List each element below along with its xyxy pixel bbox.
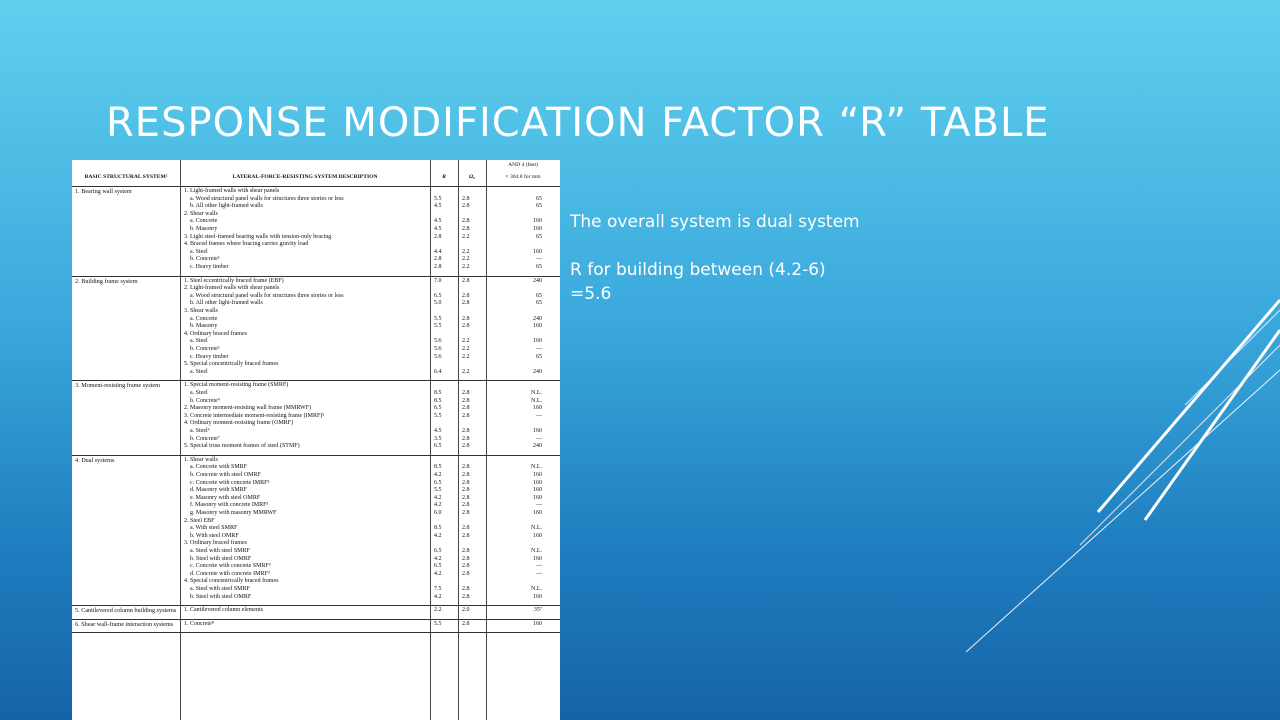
cell-height: 65 — [536, 233, 542, 240]
table-row — [72, 548, 560, 556]
cell-r: 6.5 — [434, 292, 442, 299]
cell-description: 2. Shear walls — [184, 210, 218, 217]
cell-height: N.L. — [531, 389, 542, 396]
cell-height: 240 — [533, 368, 542, 375]
cell-height: 160 — [533, 555, 542, 562]
cell-r: 8.5 — [434, 397, 442, 404]
cell-height: 160 — [533, 226, 542, 232]
table-row — [72, 323, 560, 331]
cell-description: 1. Special moment-resisting frame (SMRF) — [184, 382, 289, 389]
cell-description: b. Masonry — [190, 323, 218, 330]
cell-omega: 2.8 — [462, 532, 470, 539]
cell-height: — — [536, 345, 542, 352]
cell-description: 3. Shear walls — [184, 307, 218, 314]
table-group — [72, 619, 560, 634]
table-row — [72, 188, 560, 196]
cell-r: 5.5 — [434, 323, 442, 330]
cell-description: b. Concrete³ — [190, 256, 220, 263]
cell-height: — — [536, 502, 542, 509]
group-system-label: 4. Dual systems — [75, 456, 115, 464]
cell-description: a. Steel⁶ — [190, 427, 210, 434]
table-row — [72, 249, 560, 257]
cell-height: 160 — [533, 323, 542, 330]
table-row — [72, 256, 560, 264]
cell-height: 160 — [533, 593, 542, 600]
cell-r: 8.5 — [434, 389, 442, 396]
table-row — [72, 518, 560, 526]
cell-description: 5. Special truss moment frames of steel (STMF) — [184, 443, 300, 450]
cell-r: 2.8 — [434, 264, 442, 270]
table-row — [72, 398, 560, 406]
table-row — [72, 293, 560, 301]
cell-height: 160 — [533, 405, 542, 412]
body-line-3: R for building between (4.2-6) — [570, 260, 826, 280]
cell-description: d. Concrete with concrete IMRF³ — [190, 570, 270, 577]
cell-r: 5.6 — [434, 353, 442, 360]
cell-height: 65 — [536, 300, 542, 307]
table-row — [72, 607, 560, 615]
cell-omega: 2.2 — [462, 353, 470, 360]
cell-omega: 2.8 — [462, 487, 470, 494]
cell-omega: 2.0 — [462, 607, 470, 614]
cell-omega: 2.8 — [462, 502, 470, 509]
cell-omega: 2.2 — [462, 368, 470, 375]
cell-description: b. Masonry — [190, 226, 218, 232]
cell-height: 160 — [533, 532, 542, 539]
cell-description: a. Concrete — [190, 315, 218, 322]
cell-r: 3.5 — [434, 435, 442, 442]
cell-height: 240 — [533, 315, 542, 322]
table-row — [72, 510, 560, 518]
cell-height: — — [536, 435, 542, 442]
table-row — [72, 571, 560, 579]
cell-height: 35⁷ — [533, 607, 542, 614]
cell-height: 160 — [533, 494, 542, 501]
cell-r: 4.2 — [434, 471, 442, 478]
cell-description: 4. Ordinary braced frames — [184, 330, 247, 337]
cell-description: a. With steel SMRF — [190, 525, 238, 532]
cell-r: 4.2 — [434, 593, 442, 600]
table-row — [72, 354, 560, 362]
cell-description: b. With steel OMRF — [190, 532, 239, 539]
cell-omega: 2.2 — [462, 338, 470, 345]
cell-omega: 2.8 — [462, 525, 470, 532]
table-row — [72, 502, 560, 510]
table-group — [72, 380, 560, 455]
cell-description: a. Steel — [190, 248, 208, 255]
cell-description: g. Masonry with masonry MMRWF — [190, 509, 277, 516]
cell-description: 1. Cantilevered column elements — [184, 607, 263, 614]
table-row — [72, 211, 560, 219]
cell-r: 2.8 — [434, 233, 442, 240]
cell-description: 4. Ordinary moment-resisting frame (OMRF) — [184, 420, 294, 427]
cell-height: 240 — [533, 277, 542, 284]
cell-description: 3. Ordinary braced frames — [184, 540, 247, 547]
cell-description: a. Steel — [190, 368, 208, 375]
cell-omega: 2.8 — [462, 509, 470, 516]
cell-omega: 2.8 — [462, 494, 470, 501]
cell-omega: 2.8 — [462, 555, 470, 562]
table-row — [72, 533, 560, 541]
table-row — [72, 413, 560, 421]
cell-omega: 2.2 — [462, 264, 470, 270]
r-factor-table-image — [72, 160, 560, 720]
cell-height: 65 — [536, 203, 542, 210]
cell-r: 6.5 — [434, 443, 442, 450]
cell-description: a. Steel with steel SMRF — [190, 547, 250, 554]
table-row — [72, 480, 560, 488]
table-row — [72, 218, 560, 226]
table-row — [72, 300, 560, 308]
cell-r: 5.5 — [434, 195, 442, 202]
table-group — [72, 455, 560, 606]
cell-description: 1. Shear walls — [184, 456, 218, 463]
table-row — [72, 443, 560, 451]
cell-description: a. Steel — [190, 389, 208, 396]
cell-description: b. Concrete³ — [190, 345, 220, 352]
cell-height: — — [536, 412, 542, 419]
cell-omega: 2.8 — [462, 300, 470, 307]
cell-r: 4.5 — [434, 218, 442, 225]
cell-omega: 2.2 — [462, 233, 470, 240]
cell-omega: 2.8 — [462, 471, 470, 478]
table-row — [72, 540, 560, 548]
table-row — [72, 338, 560, 346]
slide-title: RESPONSE MODIFICATION FACTOR “R” TABLE — [106, 100, 1050, 146]
cell-height: 65 — [536, 292, 542, 299]
cell-description: a. Steel — [190, 338, 208, 345]
cell-description: a. Concrete with SMRF — [190, 464, 247, 471]
cell-description: b. Concrete⁴ — [190, 397, 220, 404]
header-omega: Ω₀ — [468, 174, 476, 180]
body-line-4: =5.6 — [570, 284, 612, 304]
table-row — [72, 436, 560, 444]
cell-r: 4.2 — [434, 532, 442, 539]
table-row — [72, 369, 560, 377]
cell-omega: 2.8 — [462, 427, 470, 434]
table-row — [72, 234, 560, 242]
cell-height: N.L. — [531, 464, 542, 471]
cell-height: — — [536, 570, 542, 577]
table-group — [72, 605, 560, 620]
table-row — [72, 382, 560, 390]
cell-r: 7.5 — [434, 585, 442, 592]
cell-r: 4.2 — [434, 570, 442, 577]
table-row — [72, 556, 560, 564]
cell-description: 3. Concrete intermediate moment-resisting frame (IMRF)⁵ — [184, 412, 325, 419]
cell-omega: 2.8 — [462, 292, 470, 299]
cell-r: 5.5 — [434, 412, 442, 419]
cell-r: 6.5 — [434, 563, 442, 570]
cell-description: 4. Braced frames where bracing carries gravity load — [184, 241, 309, 248]
cell-r: 4.4 — [434, 248, 442, 255]
cell-height: 160 — [533, 248, 542, 255]
cell-omega: 2.8 — [462, 479, 470, 486]
cell-r: 4.2 — [434, 555, 442, 562]
cell-r: 5.6 — [434, 345, 442, 352]
group-system-label: 2. Building frame system — [75, 277, 138, 285]
table-row — [72, 226, 560, 234]
cell-height: 65 — [536, 195, 542, 202]
table-row — [72, 525, 560, 533]
cell-omega: 2.8 — [462, 464, 470, 471]
table-row — [72, 390, 560, 398]
cell-description: b. Concrete with steel OMRF — [190, 471, 261, 478]
cell-omega: 2.8 — [462, 412, 470, 419]
table-row — [72, 361, 560, 369]
cell-r: 4.5 — [434, 427, 442, 434]
cell-description: a. Wood structural panel walls for structures three stories or less — [190, 292, 344, 299]
cell-description: 5. Special concentrically braced frames — [184, 361, 279, 368]
group-system-label: 1. Bearing wall system — [75, 188, 132, 195]
table-row — [72, 457, 560, 465]
table-row — [72, 346, 560, 354]
cell-height: N.L. — [531, 585, 542, 592]
cell-r: 6.5 — [434, 405, 442, 412]
cell-height: 160 — [533, 487, 542, 494]
header-system: BASIC STRUCTURAL SYSTEM² — [84, 174, 168, 180]
cell-r: 4.2 — [434, 494, 442, 501]
cell-omega: 2.8 — [462, 563, 470, 570]
table-row — [72, 586, 560, 594]
table-row — [72, 308, 560, 316]
table-row — [72, 241, 560, 249]
table-row — [72, 285, 560, 293]
cell-omega: 2.8 — [462, 435, 470, 442]
table-row — [72, 196, 560, 204]
cell-r: 5.0 — [434, 300, 442, 307]
cell-description: d. Masonry with SMRF — [190, 487, 248, 494]
table-header — [72, 160, 560, 187]
cell-description: 3. Light steel-framed bearing walls with tension-only bracing — [184, 233, 332, 240]
cell-description: 1. Concrete⁸ — [184, 620, 214, 627]
cell-omega: 2.8 — [462, 405, 470, 412]
cell-omega: 2.8 — [462, 315, 470, 322]
table-row — [72, 487, 560, 495]
table-row — [72, 420, 560, 428]
cell-description: f. Masonry with concrete IMRF³ — [190, 502, 269, 509]
cell-r: 4.5 — [434, 226, 442, 232]
cell-omega: 2.8 — [462, 585, 470, 592]
table-row — [72, 578, 560, 586]
cell-description: c. Concrete with concrete IMRF⁵ — [190, 479, 270, 486]
table-row — [72, 331, 560, 339]
cell-omega: 2.8 — [462, 226, 470, 232]
table-row — [72, 405, 560, 413]
cell-height: — — [536, 563, 542, 570]
cell-r: 4.5 — [434, 203, 442, 210]
cell-omega: 2.8 — [462, 547, 470, 554]
table-row — [72, 316, 560, 324]
cell-description: 4. Special concentrically braced frames — [184, 578, 279, 585]
cell-omega: 2.8 — [462, 397, 470, 404]
cell-r: 8.5 — [434, 525, 442, 532]
table-group — [72, 186, 560, 277]
cell-description: 2. Steel EBF — [184, 517, 215, 524]
cell-omega: 2.8 — [462, 389, 470, 396]
cell-description: a. Concrete — [190, 218, 218, 225]
cell-height: 65 — [536, 264, 542, 270]
cell-height: 160 — [533, 338, 542, 345]
cell-description: b. Steel with steel OMRF — [190, 555, 252, 562]
cell-description: e. Masonry with steel OMRF — [190, 494, 261, 501]
cell-r: 6.0 — [434, 509, 442, 516]
table-row — [72, 472, 560, 480]
table-row — [72, 428, 560, 436]
cell-description: c. Heavy timber — [190, 353, 229, 360]
table-row — [72, 594, 560, 602]
table-group — [72, 276, 560, 382]
cell-height: 160 — [533, 479, 542, 486]
cell-height: 160 — [533, 620, 542, 627]
cell-omega: 2.8 — [462, 195, 470, 202]
cell-r: 5.6 — [434, 338, 442, 345]
cell-height: 240 — [533, 443, 542, 450]
cell-height: 160 — [533, 218, 542, 225]
table-row — [72, 495, 560, 503]
header-r: R — [442, 174, 446, 180]
cell-height: — — [536, 256, 542, 263]
table-row — [72, 278, 560, 286]
cell-description: c. Heavy timber — [190, 264, 229, 270]
cell-r: 6.5 — [434, 479, 442, 486]
cell-height: N.L. — [531, 397, 542, 404]
cell-r: 4.2 — [434, 502, 442, 509]
cell-r: 6.5 — [434, 547, 442, 554]
cell-height: 160 — [533, 509, 542, 516]
table-row — [72, 563, 560, 571]
group-system-label: 5. Cantilevered column building systems — [75, 607, 177, 615]
cell-height: 160 — [533, 427, 542, 434]
body-line-spacer — [570, 234, 990, 258]
cell-omega: 2.8 — [462, 620, 470, 627]
cell-description: 1. Steel eccentrically braced frame (EBF) — [184, 277, 284, 284]
cell-height: N.L. — [531, 525, 542, 532]
cell-omega: 2.8 — [462, 593, 470, 600]
cell-r: 5.5 — [434, 620, 442, 627]
cell-omega: 2.2 — [462, 345, 470, 352]
cell-height: N.L. — [531, 547, 542, 554]
cell-omega: 2.8 — [462, 218, 470, 225]
cell-description: 1. Light-framed walls with shear panels — [184, 188, 280, 194]
cell-r: 7.0 — [434, 277, 442, 284]
body-text — [570, 210, 990, 306]
cell-description: a. Wood structural panel walls for structures three stories or less — [190, 195, 344, 202]
cell-description: b. Concrete⁷ — [190, 435, 220, 442]
table-row — [72, 203, 560, 211]
cell-description: b. Steel with steel OMRF — [190, 593, 252, 600]
cell-description: b. All other light-framed walls — [190, 203, 263, 210]
cell-omega: 2.8 — [462, 570, 470, 577]
cell-omega: 2.8 — [462, 323, 470, 330]
cell-omega: 2.2 — [462, 256, 470, 263]
cell-height: 65 — [536, 353, 542, 360]
header-height-unit: × 304.8 for mm — [505, 174, 541, 180]
header-description: LATERAL-FORCE-RESISTING SYSTEM DESCRIPTION — [232, 174, 378, 180]
cell-description: a. Steel with steel SMRF — [190, 585, 250, 592]
cell-r: 6.4 — [434, 368, 442, 375]
cell-description: b. All other light-framed walls — [190, 300, 263, 307]
cell-height: 160 — [533, 471, 542, 478]
cell-description: 2. Masonry moment-resisting wall frame (MMRWF) — [184, 405, 311, 412]
table-row — [72, 264, 560, 272]
cell-r: 8.5 — [434, 464, 442, 471]
cell-r: 5.5 — [434, 315, 442, 322]
group-system-label: 3. Moment-resisting frame system — [75, 382, 160, 390]
header-height-top: AND 4 (feet) — [508, 162, 538, 168]
group-system-label: 6. Shear wall-frame interaction systems — [75, 620, 174, 628]
cell-omega: 2.8 — [462, 443, 470, 450]
cell-r: 5.5 — [434, 487, 442, 494]
cell-r: 2.8 — [434, 256, 442, 263]
cell-r: 2.2 — [434, 607, 442, 614]
cell-omega: 2.8 — [462, 277, 470, 284]
cell-description: 2. Light-framed walls with shear panels — [184, 285, 280, 292]
cell-omega: 2.8 — [462, 203, 470, 210]
cell-description: c. Concrete with concrete SMRF³ — [190, 563, 271, 570]
body-line-1: The overall system is dual system — [570, 212, 860, 232]
table-row — [72, 621, 560, 629]
table-row — [72, 464, 560, 472]
cell-omega: 2.2 — [462, 248, 470, 255]
